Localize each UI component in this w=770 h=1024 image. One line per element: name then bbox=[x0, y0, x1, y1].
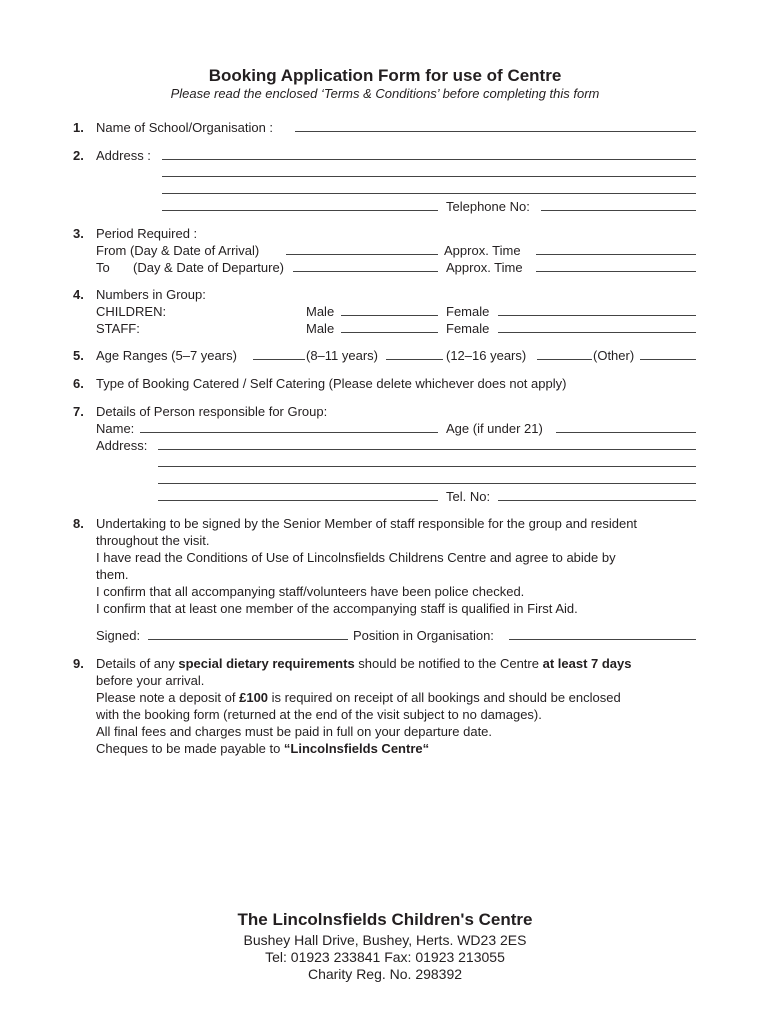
position-field[interactable] bbox=[509, 639, 696, 640]
responsible-tel-label: Tel. No: bbox=[446, 489, 491, 504]
age-range-8-11-field[interactable] bbox=[386, 359, 443, 360]
centre-phone-fax: Tel: 01923 233841 Fax: 01923 213055 bbox=[265, 949, 505, 965]
age-range-8-11-label: (8–11 years) bbox=[306, 348, 379, 363]
cheques-line: Cheques to be made payable to “Lincolnsfields Centre“ bbox=[96, 741, 430, 756]
address-line-1-field[interactable] bbox=[162, 159, 696, 160]
departure-time-label: Approx. Time bbox=[446, 260, 523, 275]
signed-label: Signed: bbox=[96, 628, 141, 643]
q5-number: 5. bbox=[73, 348, 84, 363]
telephone-field[interactable] bbox=[541, 210, 696, 211]
undertaking-line: Undertaking to be signed by the Senior Member of staff responsible for the group and resident bbox=[96, 516, 638, 531]
address-line-2-field[interactable] bbox=[162, 176, 696, 177]
q6-number: 6. bbox=[73, 376, 84, 391]
staff-male-label: Male bbox=[306, 321, 335, 336]
responsible-address-label: Address: bbox=[96, 438, 148, 453]
age-under-21-label: Age (if under 21) bbox=[446, 421, 543, 436]
arrival-label: From (Day & Date of Arrival) bbox=[96, 243, 260, 258]
departure-date-field[interactable] bbox=[293, 271, 438, 272]
children-male-field[interactable] bbox=[341, 315, 438, 316]
children-male-label: Male bbox=[306, 304, 335, 319]
dietary-line-1: Details of any special dietary requirements should be notified to the Centre at least 7 days bbox=[96, 656, 632, 671]
q4-label: Numbers in Group: bbox=[96, 287, 206, 302]
q3-number: 3. bbox=[73, 226, 84, 241]
staff-female-field[interactable] bbox=[498, 332, 696, 333]
form-subtitle: Please read the enclosed ‘Terms & Conditions’ before completing this form bbox=[170, 86, 600, 101]
responsible-address-line-1-field[interactable] bbox=[158, 449, 696, 450]
responsible-name-label: Name: bbox=[96, 421, 135, 436]
departure-time-field[interactable] bbox=[536, 271, 696, 272]
responsible-name-field[interactable] bbox=[140, 432, 438, 433]
form-title: Booking Application Form for use of Centre bbox=[208, 66, 562, 85]
undertaking-line: I confirm that at least one member of the accompanying staff is qualified in First Aid. bbox=[96, 601, 578, 616]
arrival-time-label: Approx. Time bbox=[444, 243, 521, 258]
children-female-label: Female bbox=[446, 304, 490, 319]
undertaking-line: throughout the visit. bbox=[96, 533, 210, 548]
q8-number: 8. bbox=[73, 516, 84, 531]
q2-number: 2. bbox=[73, 148, 84, 163]
q7-number: 7. bbox=[73, 404, 84, 419]
centre-address: Bushey Hall Drive, Bushey, Herts. WD23 2ES bbox=[243, 932, 527, 948]
signature-field[interactable] bbox=[148, 639, 348, 640]
q1-label: Name of School/Organisation : bbox=[96, 120, 274, 135]
q2-label: Address : bbox=[96, 148, 151, 163]
q7-label: Details of Person responsible for Group: bbox=[96, 404, 328, 419]
q4-number: 4. bbox=[73, 287, 84, 302]
arrival-date-field[interactable] bbox=[286, 254, 438, 255]
arrival-time-field[interactable] bbox=[536, 254, 696, 255]
staff-female-label: Female bbox=[446, 321, 490, 336]
undertaking-line: I confirm that all accompanying staff/volunteers have been police checked. bbox=[96, 584, 525, 599]
deposit-line: Please note a deposit of £100 is required on receipt of all bookings and should be enclosed bbox=[96, 690, 621, 705]
age-range-other-field[interactable] bbox=[640, 359, 696, 360]
age-range-other-label: (Other) bbox=[593, 348, 635, 363]
age-range-12-16-field[interactable] bbox=[537, 359, 592, 360]
address-line-4-field[interactable] bbox=[162, 210, 438, 211]
fees-line: All final fees and charges must be paid in full on your departure date. bbox=[96, 724, 493, 739]
age-under-21-field[interactable] bbox=[556, 432, 696, 433]
staff-male-field[interactable] bbox=[341, 332, 438, 333]
undertaking-line: them. bbox=[96, 567, 129, 582]
to-label: To bbox=[96, 260, 110, 275]
responsible-address-line-4-field[interactable] bbox=[158, 500, 438, 501]
age-range-12-16-label: (12–16 years) bbox=[446, 348, 527, 363]
booking-type-text: Type of Booking Catered / Self Catering (Please delete whichever does not apply) bbox=[96, 376, 567, 391]
charity-number: Charity Reg. No. 298392 bbox=[307, 966, 463, 982]
undertaking-line: I have read the Conditions of Use of Lincolnsfields Childrens Centre and agree to abide by bbox=[96, 550, 616, 565]
children-female-field[interactable] bbox=[498, 315, 696, 316]
age-range-5-7-label: Age Ranges (5–7 years) bbox=[96, 348, 237, 363]
position-label: Position in Organisation: bbox=[353, 628, 494, 643]
staff-label: STAFF: bbox=[96, 321, 140, 336]
address-line-3-field[interactable] bbox=[162, 193, 696, 194]
booking-form-line: with the booking form (returned at the end of the visit subject to no damages). bbox=[96, 707, 542, 722]
q1-number: 1. bbox=[73, 120, 84, 135]
dietary-line-2: before your arrival. bbox=[96, 673, 205, 688]
q9-number: 9. bbox=[73, 656, 84, 671]
departure-label: (Day & Date of Departure) bbox=[133, 260, 285, 275]
children-label: CHILDREN: bbox=[96, 304, 167, 319]
centre-name: The Lincolnsfields Children's Centre bbox=[237, 910, 533, 929]
age-range-5-7-field[interactable] bbox=[253, 359, 305, 360]
organisation-name-field[interactable] bbox=[295, 131, 696, 132]
responsible-address-line-2-field[interactable] bbox=[158, 466, 696, 467]
telephone-label: Telephone No: bbox=[446, 199, 530, 214]
responsible-address-line-3-field[interactable] bbox=[158, 483, 696, 484]
responsible-tel-field[interactable] bbox=[498, 500, 696, 501]
q3-label: Period Required : bbox=[96, 226, 198, 241]
